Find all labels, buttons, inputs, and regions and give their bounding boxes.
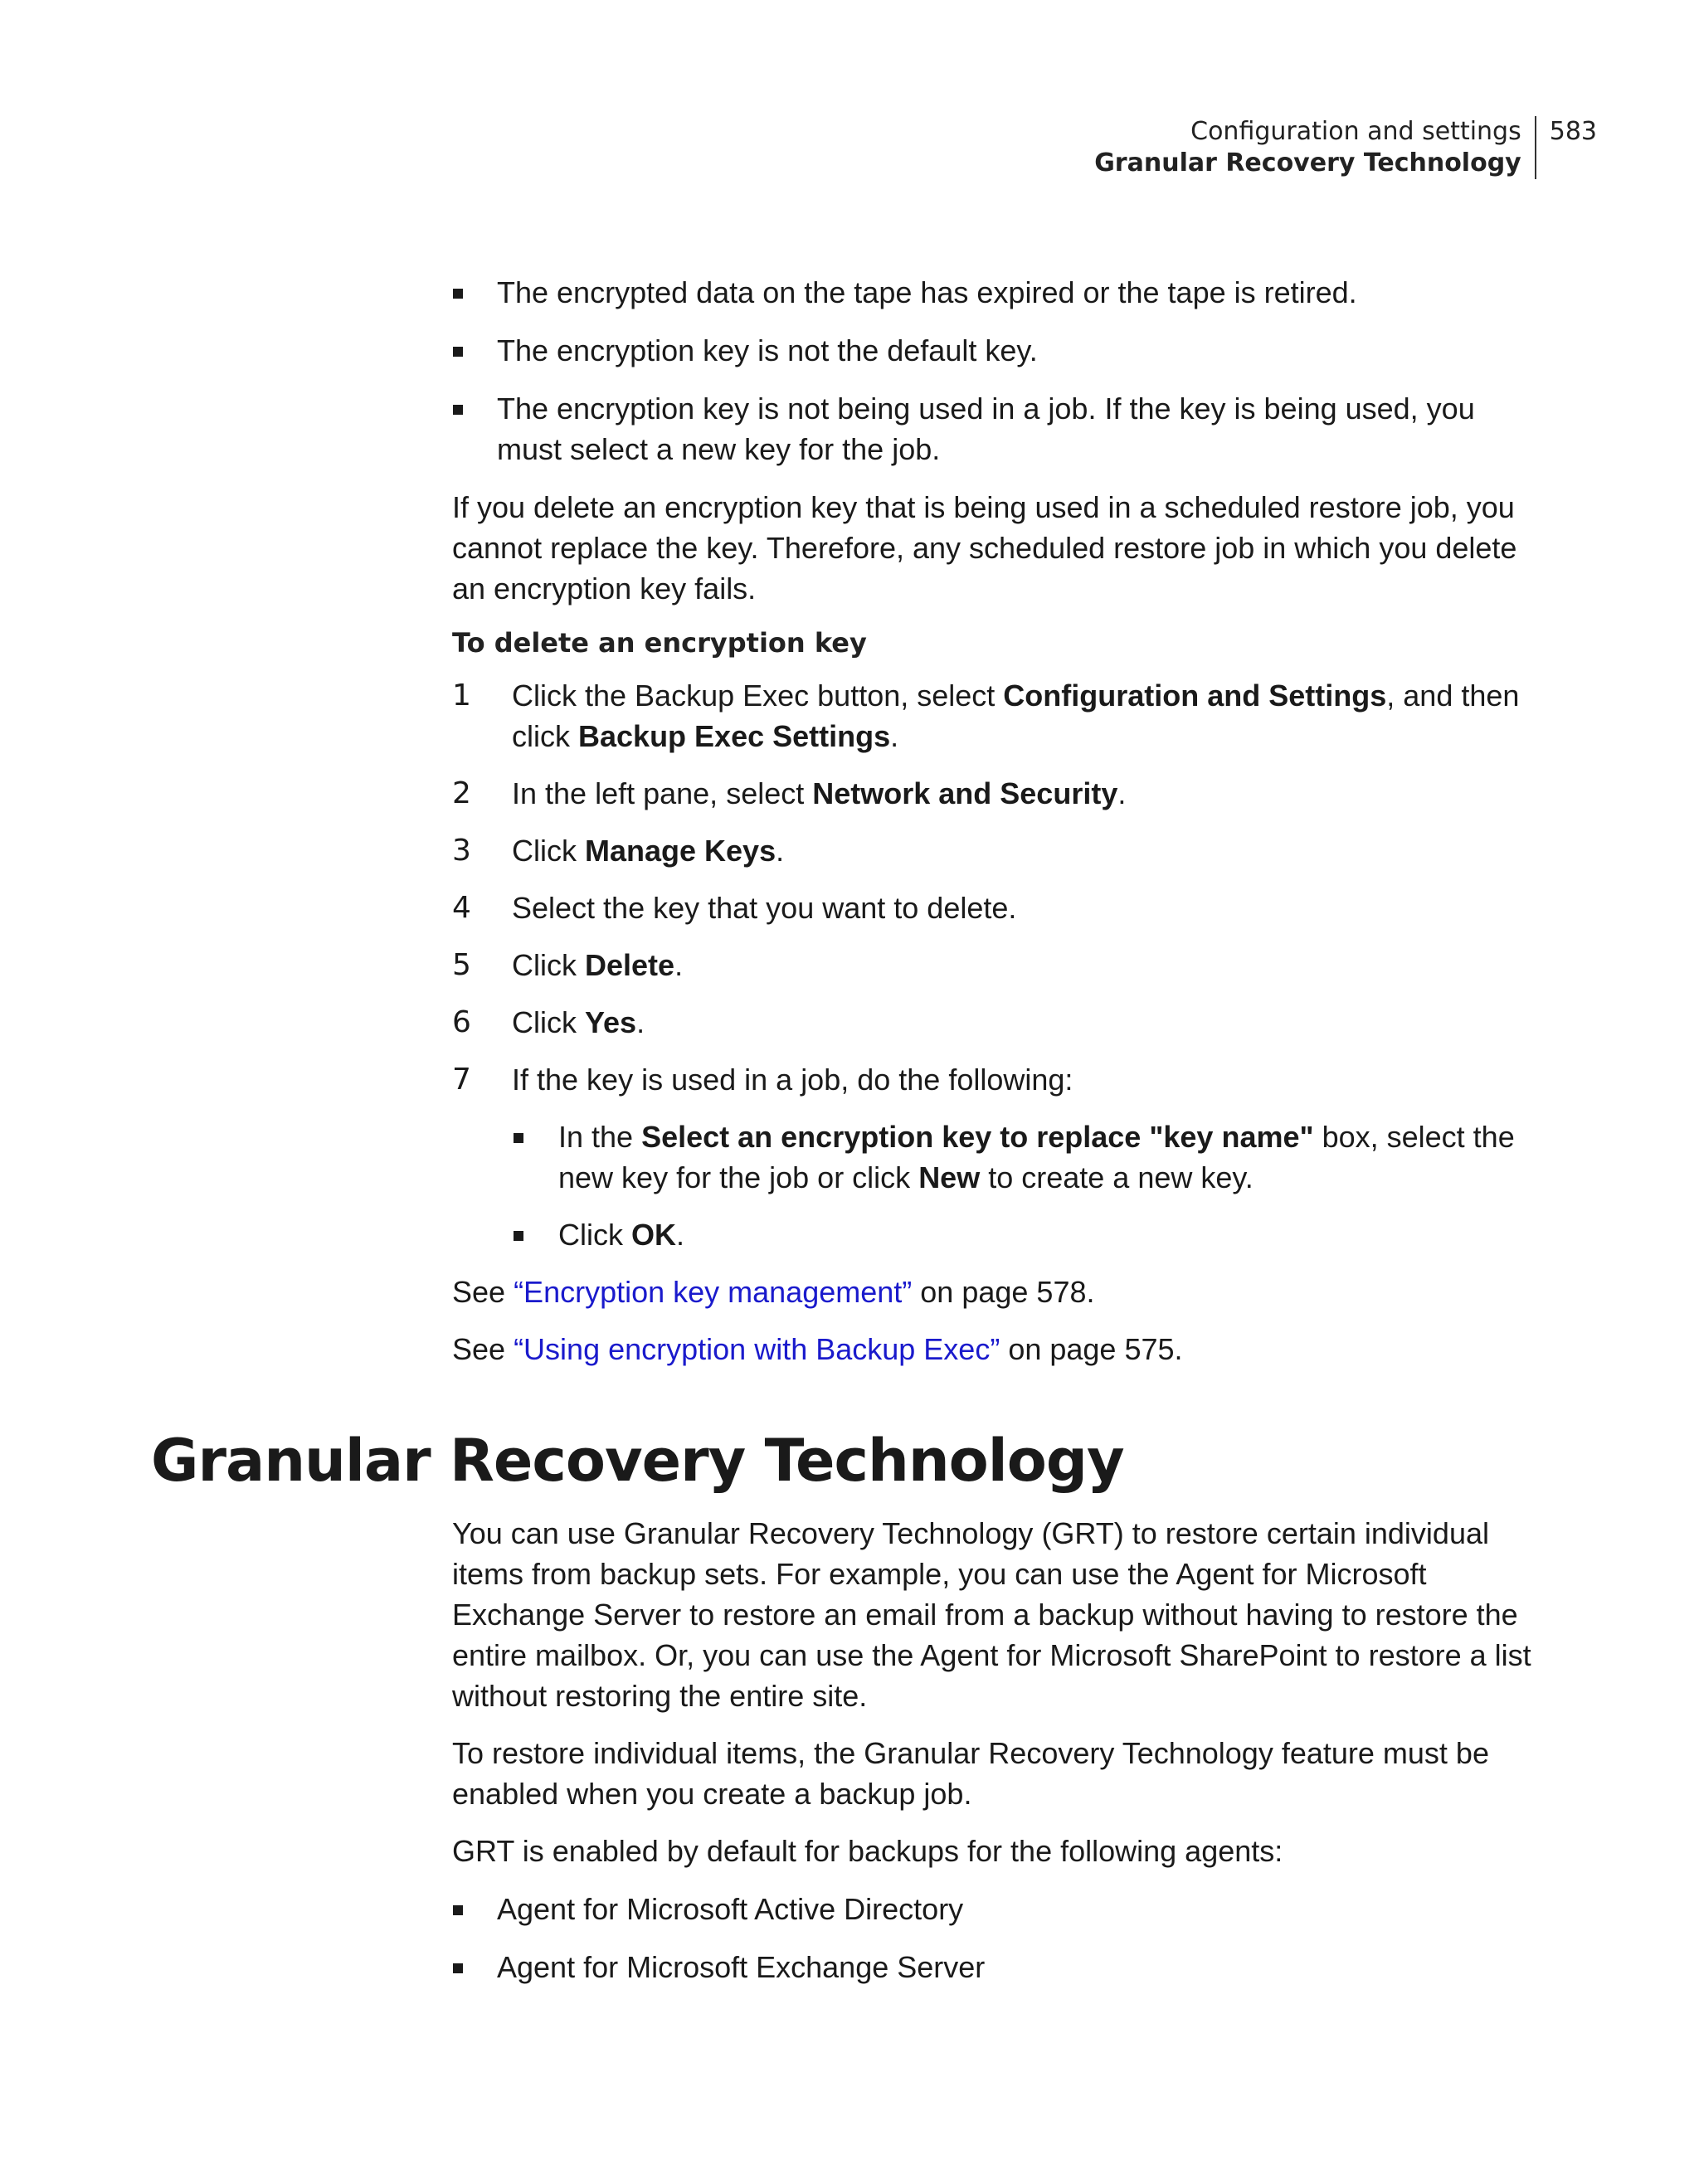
header-section-title: Configuration and settings [1190,117,1521,146]
step-number: 7 [452,1063,471,1097]
procedure-title: To delete an encryption key [452,627,867,659]
step-item [452,830,1547,871]
list-item [452,330,1547,371]
step-text: . [674,948,684,982]
step-text: box, select the new key for the job or click [558,1120,1515,1194]
list-item [512,1116,1547,1198]
list-item-text: The encryption key is not the default key. [497,333,1038,367]
list-item-text: Agent for Microsoft Exchange Server [497,1950,986,1984]
substep-list [512,1116,1547,1255]
bullet-square-icon [453,289,463,299]
step-text: , and then click [512,679,1520,753]
list-item-text: Agent for Microsoft Active Directory [497,1892,964,1926]
step-text: Click [512,834,585,868]
step-text: Click [512,1005,585,1039]
list-item-text: The encryption key is not being used in a job. If the key is being used, you must select a new key for the job. [497,392,1475,466]
step-number: 2 [452,776,471,810]
bullet-square-icon [514,1133,523,1143]
section-paragraph: To restore individual items, the Granular Recovery Technology feature must be enabled when you create a backup job. [452,1736,1489,1811]
bullet-square-icon [514,1231,523,1241]
ui-term: New [918,1160,981,1194]
step-text: If the key is used in a job, do the following: [512,1063,1073,1097]
list-item [452,1947,1547,1987]
step-text: Click the Backup Exec button, select [512,679,1004,713]
step-number: 5 [452,948,471,982]
ui-term: Configuration and Settings [1003,679,1387,713]
header-text [1094,116,1535,179]
bullet-square-icon [453,347,463,357]
ui-term: OK [631,1218,676,1252]
procedure-steps [452,675,1547,1255]
step-number: 1 [452,679,471,713]
ui-term: Delete [585,948,675,982]
step-text: . [1117,776,1127,810]
step-number: 4 [452,891,471,925]
list-item [512,1214,1547,1255]
main-content [452,272,1547,1386]
list-item-text: The encrypted data on the tape has expired or the tape is retired. [497,275,1357,309]
step-text: to create a new key. [980,1160,1254,1194]
section-paragraph: You can use Granular Recovery Technology (GRT) to restore certain individual items from backup sets. For example, you can use the Agent for Microsoft Exchange Server to restore an email from a backup without having to restore the entire mailbox. Or, you can use the Agent for Microsoft SharePoint to restore a list without restoring the entire site. [452,1516,1531,1713]
step-text: . [676,1218,685,1252]
bullet-square-icon [453,405,463,415]
step-text: In the left pane, select [512,776,813,810]
ui-term: Backup Exec Settings [578,719,891,753]
ui-term: Select an encryption key to replace "key name" [641,1120,1314,1154]
section-heading: Granular Recovery Technology [151,1427,1124,1495]
see-also-suffix: on page 578. [912,1275,1095,1309]
running-header [1094,116,1597,179]
step-number: 3 [452,834,471,868]
bullet-square-icon [453,1963,463,1973]
step-text: Select the key that you want to delete. [512,891,1017,925]
list-item [452,272,1547,313]
header-chapter-title: Granular Recovery Technology [1094,148,1521,178]
ui-term: Yes [585,1005,637,1039]
ui-term: Manage Keys [585,834,776,868]
step-text: In the [558,1120,642,1154]
list-item [452,1889,1547,1929]
step-text: . [890,719,899,753]
step-text: Click [558,1218,631,1252]
ui-term: Network and Security [812,776,1118,810]
list-item [452,388,1547,469]
step-text: . [776,834,785,868]
cross-reference-link[interactable]: “Encryption key management” [514,1275,913,1309]
step-text: . [636,1005,645,1039]
agent-list [452,1889,1547,1987]
cross-reference-link[interactable]: “Using encryption with Backup Exec” [514,1332,1000,1366]
see-also-line [452,1272,1547,1312]
intro-paragraph: If you delete an encryption key that is being used in a scheduled restore job, you cannot replace the key. Therefore, any scheduled restore job in which you delete an encryption key fails. [452,490,1517,606]
step-item [452,675,1547,756]
step-item [452,888,1547,928]
step-text: Click [512,948,585,982]
step-item [452,773,1547,814]
step-item [452,945,1547,985]
see-also-prefix: See [452,1275,514,1309]
section-paragraph: GRT is enabled by default for backups for the following agents: [452,1834,1283,1868]
bullet-square-icon [453,1905,463,1915]
condition-list [452,272,1547,469]
page-number: 583 [1549,117,1597,146]
step-item [452,1002,1547,1043]
see-also-prefix: See [452,1332,514,1366]
section-content [452,1513,1547,2005]
see-also-line [452,1329,1547,1369]
step-number: 6 [452,1005,471,1039]
see-also-suffix: on page 575. [1000,1332,1183,1366]
step-item [452,1059,1547,1255]
